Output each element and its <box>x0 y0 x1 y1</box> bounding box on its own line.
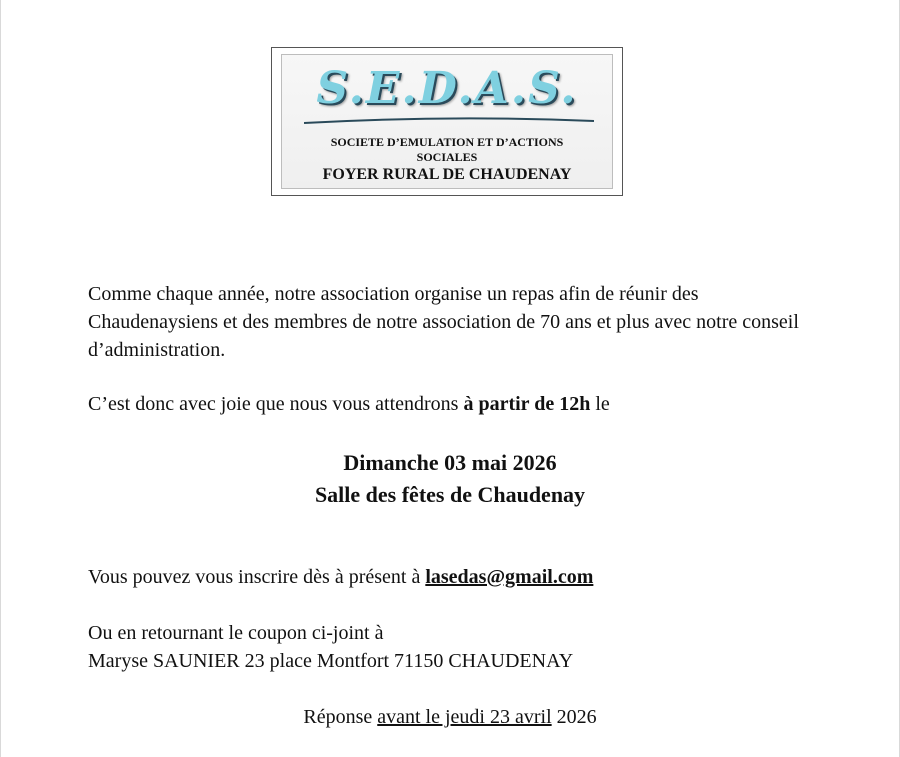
invite-suffix: le <box>590 393 610 415</box>
intro-paragraph: Comme chaque année, notre association organise un repas afin de réunir des Chaudenaysiens et des membres de notre association de 70 ans et plus avec notre conseil d’administration. <box>88 283 799 361</box>
page-left-edge <box>0 0 1 757</box>
register-paragraph <box>88 563 818 591</box>
register-prefix: Vous pouvez vous inscrire dès à présent à <box>88 566 426 588</box>
logo-panel <box>281 54 613 189</box>
logo-subtitle-1: SOCIETE D’EMULATION ET D’ACTIONS <box>330 135 564 149</box>
reply-deadline-date: avant le jeudi 23 avril <box>377 706 552 728</box>
reply-prefix: Réponse <box>303 706 378 728</box>
email-link[interactable]: lasedas@gmail.com <box>425 566 594 588</box>
invite-prefix: C’est donc avec joie que nous vous attendrons <box>88 393 464 415</box>
invite-time: à partir de 12h <box>463 393 591 415</box>
logo-subtitle-3: FOYER RURAL DE CHAUDENAY <box>322 166 572 183</box>
logo-mark: S.E.D.A.S. <box>316 63 578 114</box>
sedas-logo <box>271 47 623 196</box>
reply-year: 2026 <box>551 706 597 728</box>
logo-subtitle-2: SOCIALES <box>416 150 478 164</box>
coupon-address: Maryse SAUNIER 23 place Montfort 71150 CHAUDENAY <box>88 650 574 672</box>
invite-paragraph <box>88 390 818 418</box>
logo-swoosh-icon <box>304 117 594 125</box>
event-date: Dimanche 03 mai 2026 <box>343 450 557 475</box>
coupon-line-1: Ou en retournant le coupon ci-joint à <box>88 622 384 644</box>
reply-deadline <box>0 703 900 731</box>
event-place: Salle des fêtes de Chaudenay <box>314 482 586 507</box>
